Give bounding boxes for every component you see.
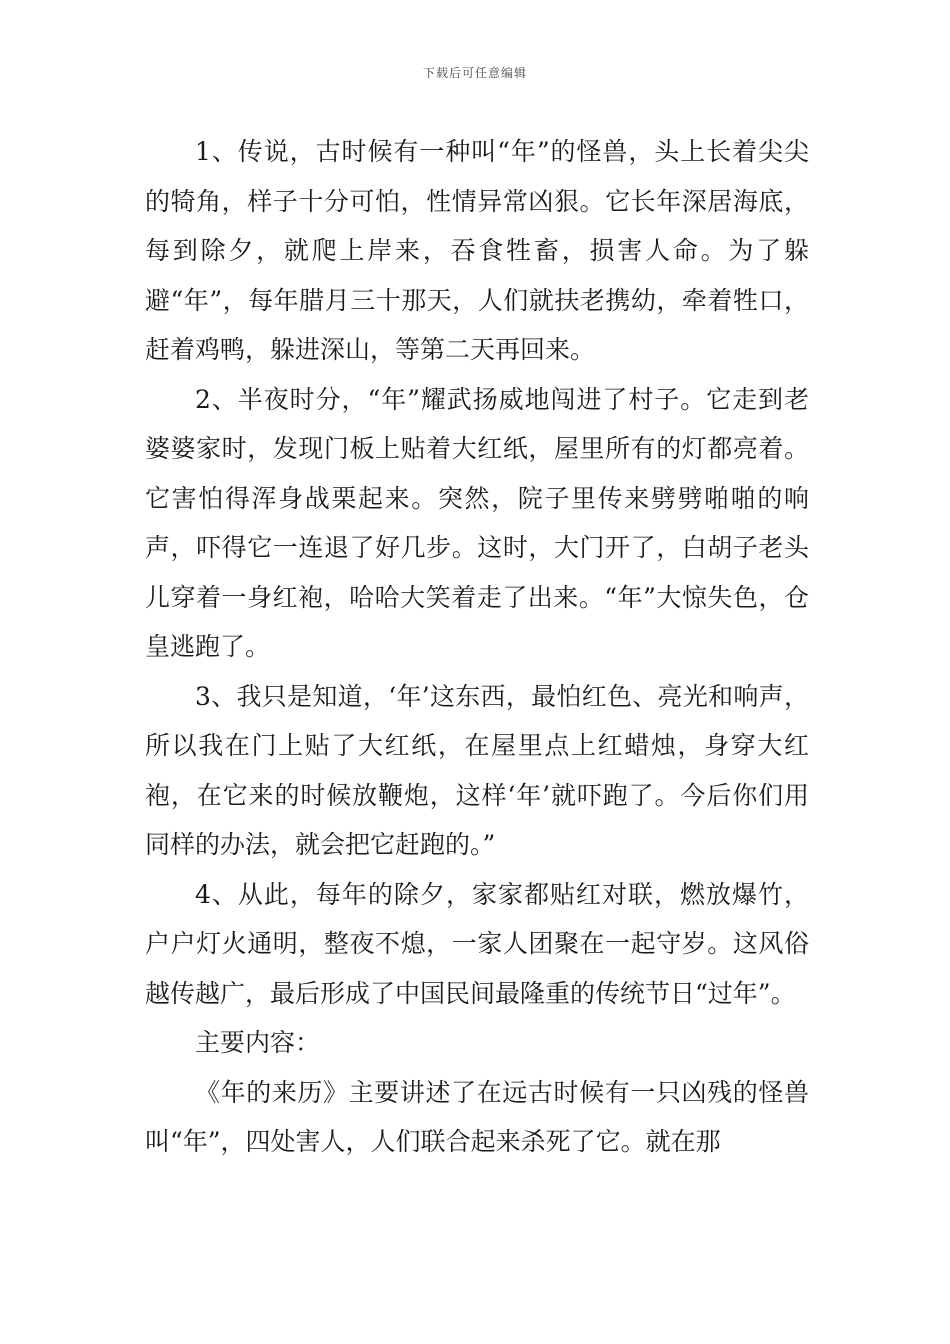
paragraph-4: 4、从此，每年的除夕，家家都贴红对联，燃放爆竹，户户灯火通明，整夜不熄，一家人团聚在一起守岁。这风俗越传越广，最后形成了中国民间最隆重的传统节日“过年”。	[145, 879, 809, 1008]
document-body	[145, 127, 809, 1167]
summary-paragraph: 《年的来历》主要讲述了在远古时候有一只凶残的怪兽叫“年”，四处害人，人们联合起来杀死了它。就在那	[145, 1077, 809, 1156]
paragraph-1: 1、传说，古时候有一种叫“年”的怪兽，头上长着尖尖的犄角，样子十分可怕，性情异常凶狠。它长年深居海底，每到除夕，就爬上岸来，吞食牲畜，损害人命。为了躲避“年”，每年腊月三十那天，人们就扶老携幼，牵着牲口，赶着鸡鸭，躲进深山，等第二天再回来。	[145, 137, 809, 364]
paragraph-3: 3、我只是知道，‘年’这东西，最怕红色、亮光和响声，所以我在门上贴了大红纸，在屋里点上红蜡烛，身穿大红袍，在它来的时候放鞭炮，这样‘年’就吓跑了。今后你们用同样的办法，就会把它赶跑的。”	[145, 681, 809, 859]
page-header: 下载后可任意编辑	[422, 66, 527, 80]
paragraph-2: 2、半夜时分，“年”耀武扬威地闯进了村子。它走到老婆婆家时，发现门板上贴着大红纸，屋里所有的灯都亮着。它害怕得浑身战栗起来。突然，院子里传来劈劈啪啪的响声，吓得它一连退了好几步。这时，大门开了，白胡子老头儿穿着一身红袍，哈哈大笑着走了出来。“年”大惊失色，仓皇逃跑了。	[145, 384, 809, 661]
summary-heading: 主要内容：	[195, 1028, 321, 1057]
